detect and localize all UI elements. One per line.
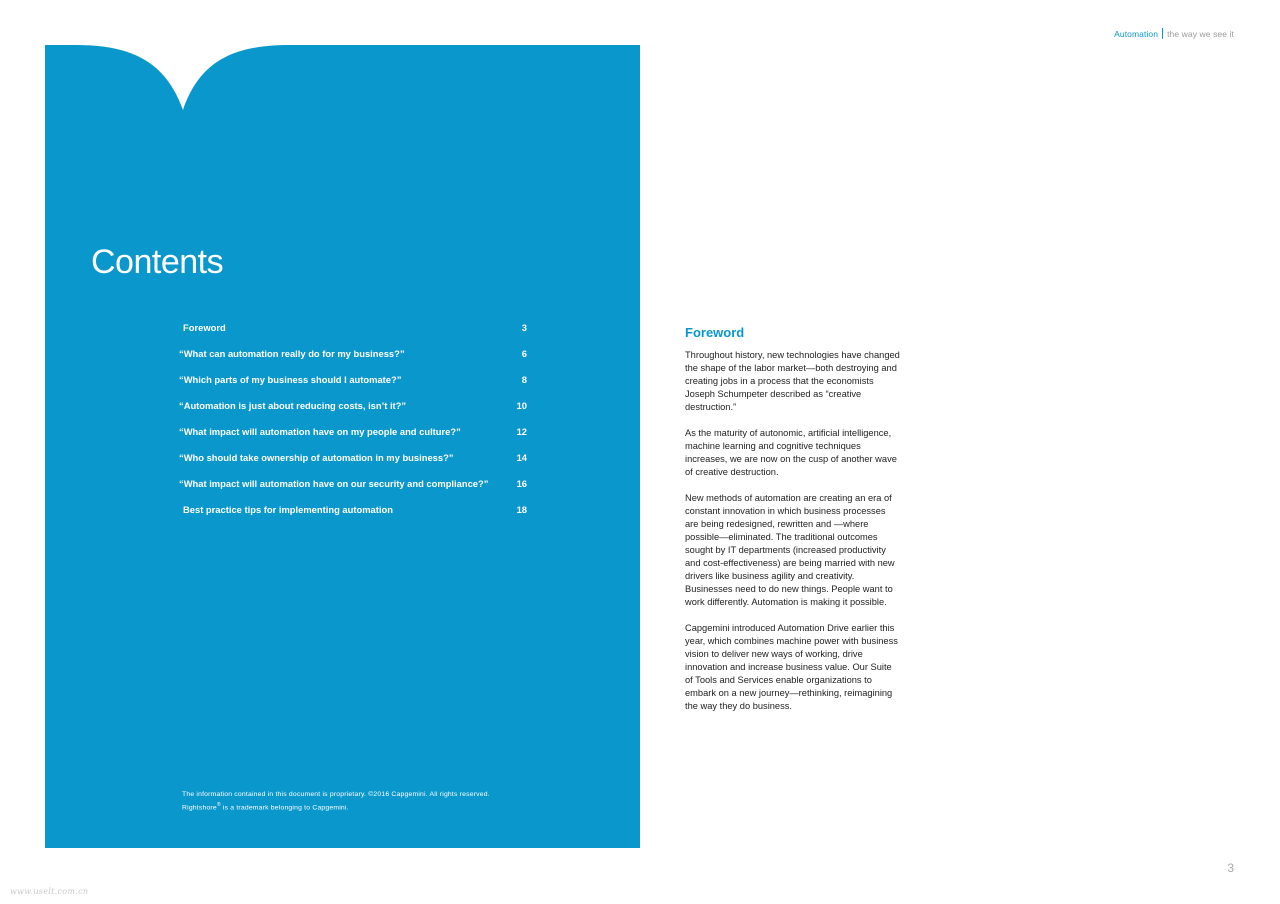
foreword-paragraph: As the maturity of autonomic, artificial intelligence, machine learning and cognitive techniques increases, we are now on the cusp of another wave of creative destruction. [685, 428, 897, 477]
header-divider [1162, 28, 1163, 39]
header-brand: Automation [1114, 29, 1159, 39]
toc-entry-page: 14 [516, 452, 527, 463]
toc-entry-title: “Automation is just about reducing costs, isn’t it?” [179, 400, 407, 411]
registered-mark: ® [216, 802, 221, 808]
toc-entry-what-can-automation-do[interactable] [179, 348, 529, 374]
toc-entry-best-practice-tips[interactable] [179, 504, 529, 530]
toc-entry-people-and-culture[interactable] [179, 426, 529, 452]
toc-entry-title: “Who should take ownership of automation in my business?” [179, 452, 454, 463]
contents-panel [45, 45, 640, 848]
toc-entry-which-parts-to-automate[interactable] [179, 374, 529, 400]
toc-entry-title: Foreword [183, 322, 226, 333]
table-of-contents [179, 322, 529, 530]
watermark: www.uselt.com.cn [10, 887, 89, 896]
toc-entry-security-compliance[interactable] [179, 478, 529, 504]
page-number: 3 [1227, 861, 1234, 875]
toc-entry-page: 10 [516, 400, 527, 411]
toc-entry-page: 6 [521, 348, 527, 359]
legal-footnote [182, 789, 542, 813]
toc-entry-page: 16 [516, 478, 527, 489]
toc-entry-title: “What can automation really do for my business?” [179, 348, 405, 359]
toc-entry-title: Best practice tips for implementing automation [183, 504, 393, 515]
trademark-text: is a trademark belonging to Capgemini. [220, 804, 349, 812]
toc-entry-title: “What impact will automation have on our security and compliance?” [179, 478, 489, 489]
foreword-section [685, 325, 900, 726]
toc-entry-page: 8 [521, 374, 527, 385]
toc-entry-title: “What impact will automation have on my people and culture?” [179, 426, 461, 437]
foreword-heading: Foreword [685, 325, 745, 340]
toc-entry-foreword[interactable] [179, 322, 529, 348]
foreword-paragraph: New methods of automation are creating an era of constant innovation in which business processes are being redesigned, rewritten and —where possible—eliminated. The traditional outcomes sought by IT departments (increased productivity and cost-effectiveness) are being married with new drivers like business agility and creativity. Businesses need to do new things. People want to work differently. Automation is making it possible. [685, 493, 895, 607]
trademark-name: Rightshore [182, 804, 217, 812]
trademark-notice [182, 800, 542, 813]
toc-entry-page: 3 [521, 322, 527, 333]
toc-entry-ownership[interactable] [179, 452, 529, 478]
copyright-notice: The information contained in this document is proprietary. ©2016 Capgemini. All rights reserved. [182, 791, 490, 798]
running-header [1114, 28, 1234, 39]
header-tagline: the way we see it [1167, 29, 1234, 39]
toc-entry-page: 18 [516, 504, 527, 515]
toc-entry-title: “Which parts of my business should I automate?” [179, 374, 402, 385]
contents-title: Contents [91, 243, 224, 281]
toc-entry-page: 12 [516, 426, 527, 437]
toc-entry-reducing-costs[interactable] [179, 400, 529, 426]
foreword-paragraph: Capgemini introduced Automation Drive earlier this year, which combines machine power with business vision to deliver new ways of working, drive innovation and increase business value. Our Suite of Tools and Services enable organizations to embark on a new journey—rethinking, reimagining the way they do business. [685, 623, 898, 711]
foreword-paragraph: Throughout history, new technologies have changed the shape of the labor market—both destroying and creating jobs in a process that the economists Joseph Schumpeter described as “creative destruction.” [685, 350, 900, 412]
